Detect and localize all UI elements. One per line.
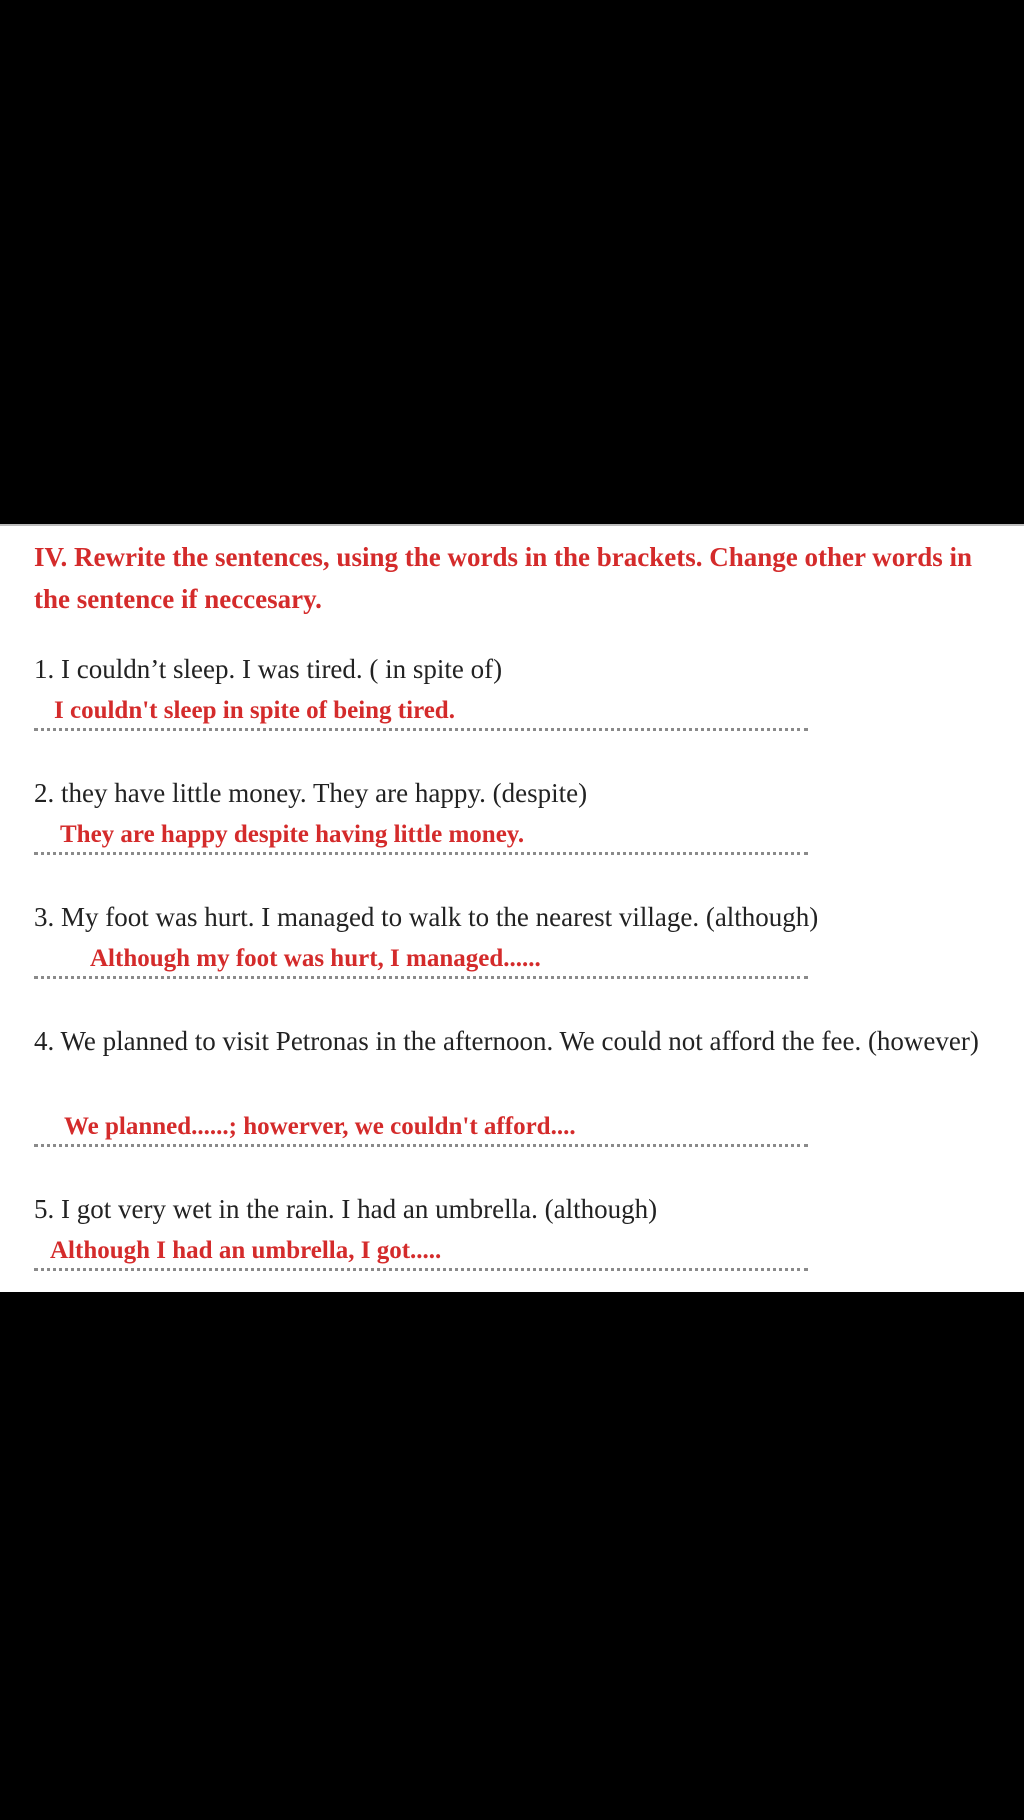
answer-line-2	[34, 812, 808, 855]
question-2: 2. they have little money. They are happy. (despite)	[34, 778, 588, 808]
answer-line-4	[34, 1104, 808, 1147]
answer-4: We planned......; howerver, we couldn't afford....	[64, 1113, 576, 1140]
answer-1: I couldn't sleep in spite of being tired.	[54, 697, 455, 724]
question-5: 5. I got very wet in the rain. I had an umbrella. (although)	[34, 1194, 658, 1224]
question-3: 3. My foot was hurt. I managed to walk to the nearest village. (although)	[34, 902, 819, 932]
answer-line-5	[34, 1228, 808, 1271]
answer-3: Although my foot was hurt, I managed......	[90, 945, 541, 972]
answer-2: They are happy despite having little money.	[60, 821, 525, 848]
question-1: 1. I couldn’t sleep. I was tired. ( in spite of)	[34, 654, 503, 684]
answer-line-3	[34, 936, 808, 979]
answer-line-1	[34, 688, 808, 731]
exercise-heading: IV. Rewrite the sentences, using the words in the brackets. Change other words in the sentence if neccesary.	[34, 542, 972, 614]
worksheet-page	[0, 524, 1024, 1292]
question-4: 4. We planned to visit Petronas in the afternoon. We could not afford the fee. (however)	[34, 1026, 979, 1056]
answer-5: Although I had an umbrella, I got.....	[50, 1237, 442, 1264]
